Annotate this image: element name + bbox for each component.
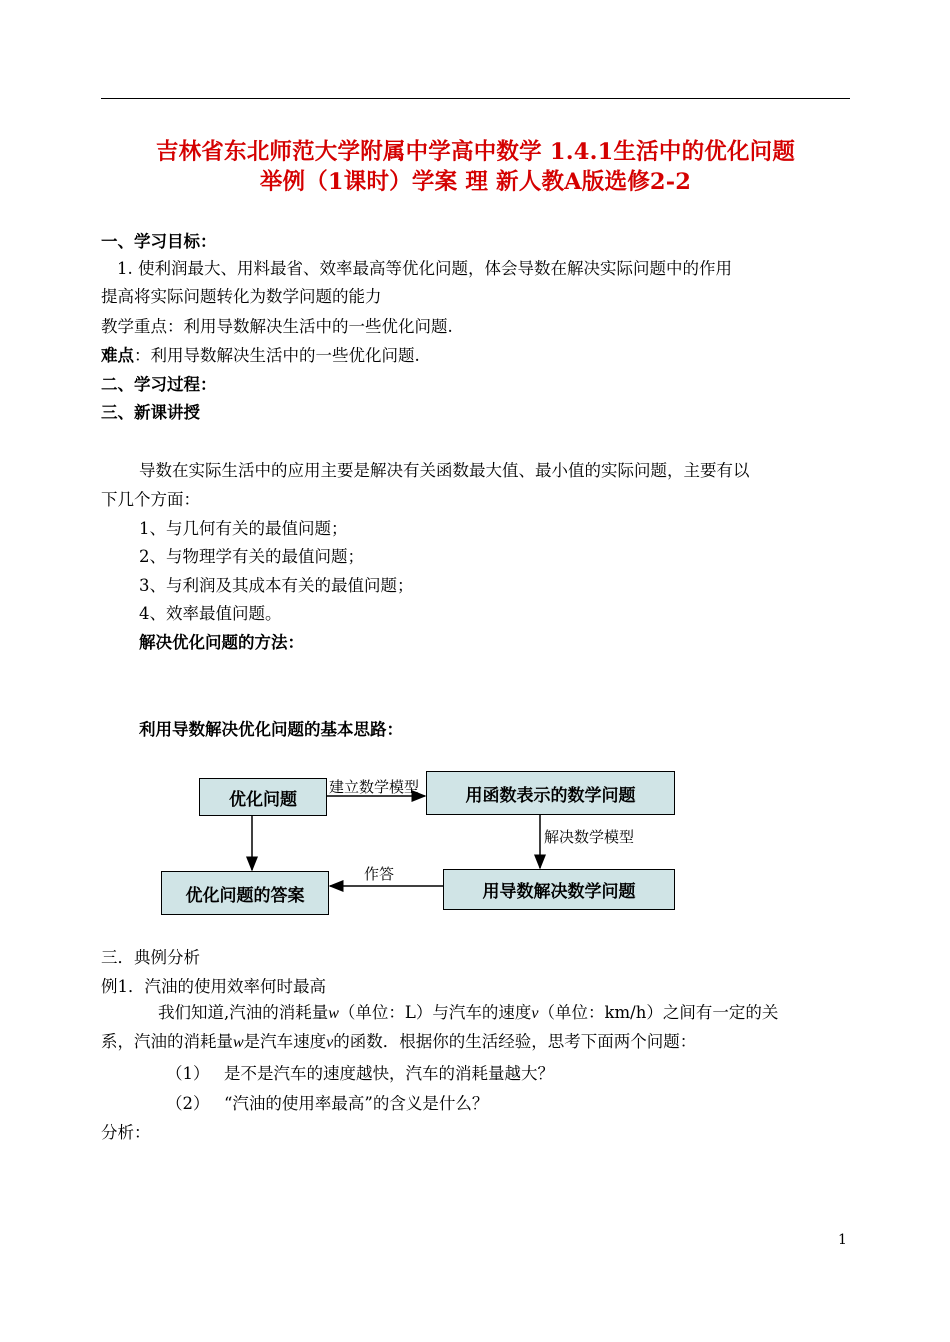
intro-paragraph-a: 导数在实际生活中的应用主要是解决有关函数最大值、最小值的实际问题，主要有以 — [139, 461, 750, 480]
list-item: 3、与利润及其成本有关的最值问题； — [139, 576, 414, 595]
difficulty-label: 难点 — [101, 346, 134, 365]
variable-v: v — [326, 1034, 334, 1051]
goal-1-line-a: 1. 使利润最大、用料最省、效率最高等优化问题，体会导数在解决实际问题中的作用 — [117, 259, 732, 278]
text-span: 的函数．根据你的生活经验，思考下面两个问题： — [333, 1032, 697, 1051]
text-span: （单位：L）与汽车的速度 — [338, 1003, 532, 1022]
method-heading: 解决优化问题的方法： — [139, 633, 304, 652]
flow-box-derivative: 用导数解决数学问题 — [443, 869, 675, 910]
approach-heading: 利用导数解决优化问题的基本思路： — [139, 720, 403, 739]
flow-box-math-problem: 用函数表示的数学问题 — [426, 771, 675, 815]
label-answer: 作答 — [364, 865, 395, 883]
document-title — [101, 137, 850, 197]
header-rule — [101, 98, 850, 99]
process-heading: 二、学习过程： — [101, 375, 217, 394]
variable-w: w — [233, 1034, 244, 1051]
page-number: 1 — [838, 1232, 847, 1248]
label-build-model: 建立数学模型 — [329, 778, 420, 796]
example-section-heading: 三．典例分析 — [101, 948, 200, 967]
example-1-paragraph-a — [158, 1002, 778, 1025]
list-item: 4、效率最值问题。 — [139, 604, 282, 623]
variable-v: v — [531, 1005, 539, 1022]
example-1-title: 例1．汽油的使用效率何时最高 — [101, 977, 326, 996]
flow-box-problem: 优化问题 — [199, 778, 327, 816]
text-span: 是汽车速度 — [243, 1032, 327, 1051]
text-span: 我们知道,汽油的消耗量 — [158, 1003, 329, 1022]
title-line-2: 举例（1课时）学案 理 新人教A版选修2-2 — [259, 169, 692, 195]
difficulty-text: ：利用导数解决生活中的一些优化问题. — [134, 346, 420, 365]
list-item: 2、与物理学有关的最值问题； — [139, 547, 364, 566]
question-1: 是不是汽车的速度越快，汽车的消耗量越大？ — [224, 1064, 554, 1083]
title-line-1: 吉林省东北师范大学附属中学高中数学 1.4.1生活中的优化问题 — [155, 139, 796, 165]
flow-box-answer: 优化问题的答案 — [161, 871, 329, 915]
question-1-number: （1） — [166, 1064, 210, 1083]
analysis-label: 分析： — [101, 1123, 151, 1142]
key-point: 教学重点：利用导数解决生活中的一些优化问题. — [101, 317, 453, 336]
difficulty — [101, 345, 420, 367]
label-solve-model: 解决数学模型 — [544, 828, 635, 846]
new-lesson-heading: 三、新课讲授 — [101, 403, 200, 422]
example-1-paragraph-b — [101, 1031, 696, 1054]
variable-w: w — [328, 1005, 339, 1022]
question-2-number: （2） — [166, 1094, 210, 1113]
list-item: 1、与几何有关的最值问题； — [139, 519, 348, 538]
question-2: “汽油的使用率最高”的含义是什么？ — [224, 1094, 489, 1113]
text-span: 系，汽油的消耗量 — [101, 1032, 233, 1051]
goal-1-line-b: 提高将实际问题转化为数学问题的能力 — [101, 287, 382, 306]
text-span: （单位：km/h）之间有一定的关 — [538, 1003, 779, 1022]
intro-paragraph-b: 下几个方面： — [101, 490, 200, 509]
goals-heading: 一、学习目标： — [101, 232, 217, 251]
